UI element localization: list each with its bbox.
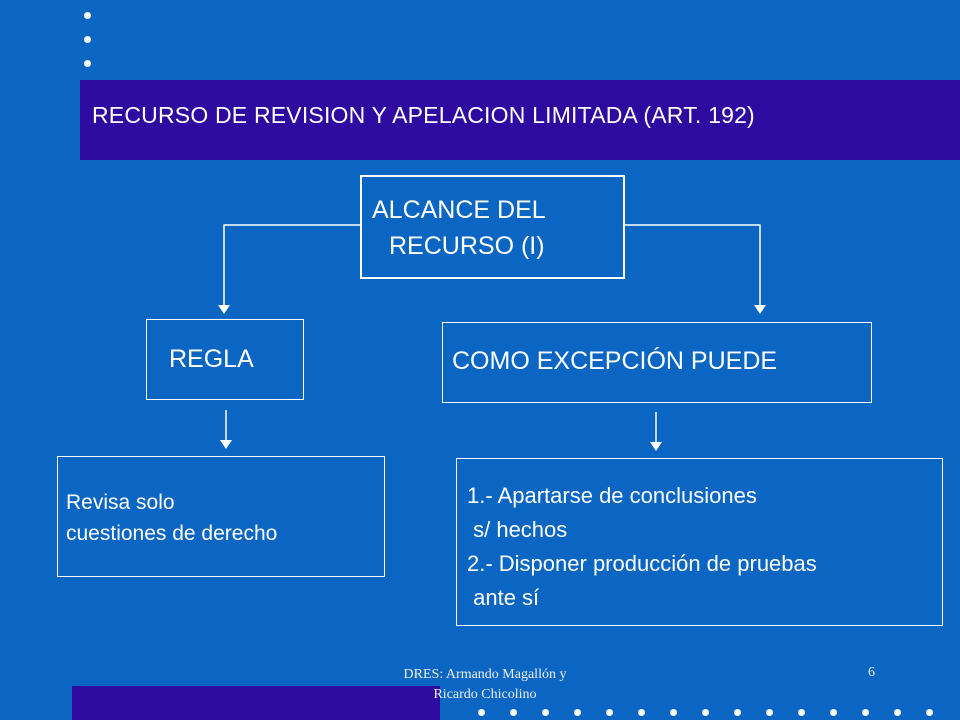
- decorative-dot: [574, 709, 581, 716]
- decorative-dot: [894, 709, 901, 716]
- arrow-down-icon: [218, 305, 230, 314]
- footer-line: Ricardo Chicolino: [433, 687, 537, 702]
- center-node: [360, 175, 625, 279]
- footer-line: DRES: Armando Magallón y: [403, 667, 567, 682]
- decorative-dot: [638, 709, 645, 716]
- page-number: 6: [868, 665, 875, 680]
- excepcion-detail-line: 1.- Apartarse de conclusiones: [467, 483, 757, 508]
- excepcion-detail-text: [467, 479, 817, 615]
- footer-authors: [340, 665, 630, 705]
- excepcion-node: [442, 322, 872, 403]
- excepcion-detail-line: 2.- Disponer producción de pruebas: [467, 551, 817, 576]
- decorative-dot: [702, 709, 709, 716]
- excepcion-detail-node: [456, 458, 943, 626]
- regla-detail-line: Revisa solo: [66, 491, 175, 514]
- decorative-dot: [926, 709, 933, 716]
- decorative-dot: [606, 709, 613, 716]
- arrow-down-icon: [754, 305, 766, 314]
- decorative-dot: [862, 709, 869, 716]
- excepcion-label: COMO EXCEPCIÓN PUEDE: [452, 347, 778, 375]
- center-node-line2: RECURSO (I): [389, 232, 545, 260]
- center-node-line1: ALCANCE DEL: [372, 196, 546, 224]
- regla-detail-text: [66, 487, 277, 549]
- slide-title: RECURSO DE REVISION Y APELACION LIMITADA (ART. 192): [92, 102, 755, 128]
- regla-node: [146, 319, 304, 400]
- excepcion-detail-line: ante sí: [467, 585, 540, 610]
- decorative-dot: [830, 709, 837, 716]
- regla-label: REGLA: [169, 345, 254, 373]
- decorative-dot: [510, 709, 517, 716]
- decorative-dot: [542, 709, 549, 716]
- decorative-dot: [478, 709, 485, 716]
- decorative-dot: [766, 709, 773, 716]
- regla-detail-line: cuestiones de derecho: [66, 522, 278, 545]
- decorative-dot: [734, 709, 741, 716]
- connector-left: [224, 225, 360, 305]
- arrow-down-icon: [650, 442, 662, 451]
- connector-right: [625, 225, 760, 305]
- excepcion-detail-line: s/ hechos: [467, 517, 568, 542]
- arrow-down-icon: [220, 440, 232, 449]
- decorative-dot: [670, 709, 677, 716]
- regla-detail-node: [57, 456, 385, 577]
- decorative-dot: [798, 709, 805, 716]
